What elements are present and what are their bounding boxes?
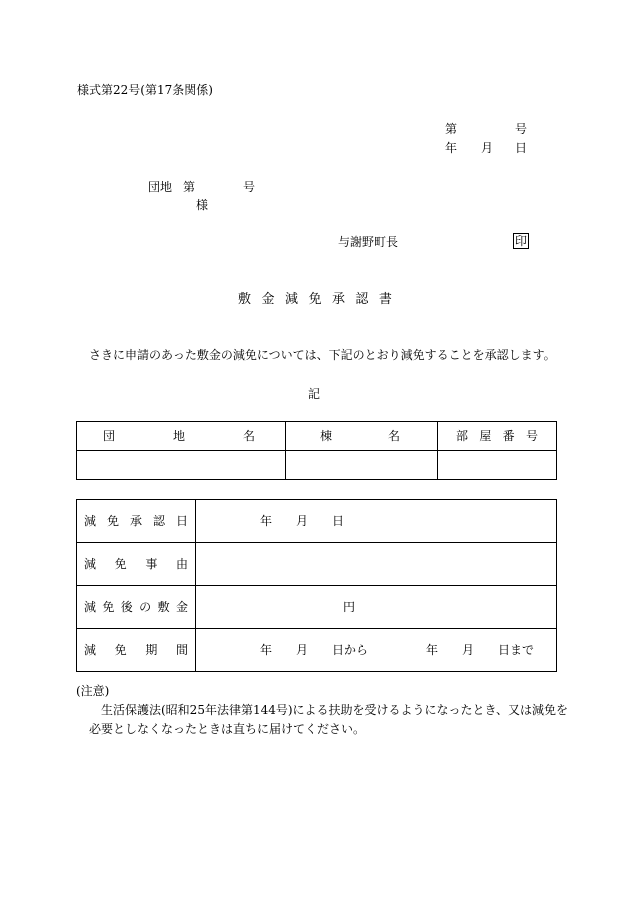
doc-number-prefix: 第 <box>445 122 458 136</box>
label-period: 減 免 期 間 <box>77 629 196 672</box>
form-number: 様式第22号(第17条関係) <box>77 83 213 97</box>
heya-cell[interactable] <box>438 451 557 480</box>
header-danchi: 団 地 名 <box>77 422 286 451</box>
ki-label: 記 <box>308 387 321 401</box>
reason-value[interactable] <box>196 543 557 586</box>
notes-line-2: 必要としなくなったときは直ちに届けてください。 <box>89 722 366 736</box>
notes-heading: (注意) <box>76 684 110 698</box>
recipient-danchi: 団地 <box>148 180 173 194</box>
label-approval-date: 減 免 承 認 日 <box>77 500 196 543</box>
seal-mark: 印 <box>515 234 528 248</box>
doc-number-suffix: 号 <box>515 122 528 136</box>
date-month: 月 <box>481 141 494 155</box>
label-reason: 減 免 事 由 <box>77 543 196 586</box>
issuer-name: 与謝野町長 <box>338 235 399 249</box>
label-deposit-after: 減 免 後 の 敷 金 <box>77 586 196 629</box>
danchi-cell[interactable] <box>77 451 286 480</box>
reduction-table <box>76 499 557 672</box>
body-text: さきに申請のあった敷金の減免については、下記のとおり減免することを承認します。 <box>89 348 556 362</box>
recipient-go: 号 <box>243 180 256 194</box>
property-table <box>76 421 557 480</box>
header-heya: 部 屋 番 号 <box>438 422 557 451</box>
notes-line-1: 生活保護法(昭和25年法律第144号)による扶助を受けるようになったとき、又は減免を <box>101 703 569 717</box>
date-day: 日 <box>515 141 528 155</box>
document-title: 敷 金 減 免 承 認 書 <box>238 292 392 307</box>
date-year: 年 <box>445 141 458 155</box>
period-value[interactable]: 年 月 日から 年 月 日まで <box>196 629 557 672</box>
approval-date-value[interactable]: 年 月 日 <box>196 500 557 543</box>
mune-cell[interactable] <box>286 451 438 480</box>
header-mune: 棟 名 <box>286 422 438 451</box>
deposit-after-value[interactable]: 円 <box>196 586 557 629</box>
recipient-sama: 様 <box>196 198 209 212</box>
recipient-dai: 第 <box>183 180 196 194</box>
